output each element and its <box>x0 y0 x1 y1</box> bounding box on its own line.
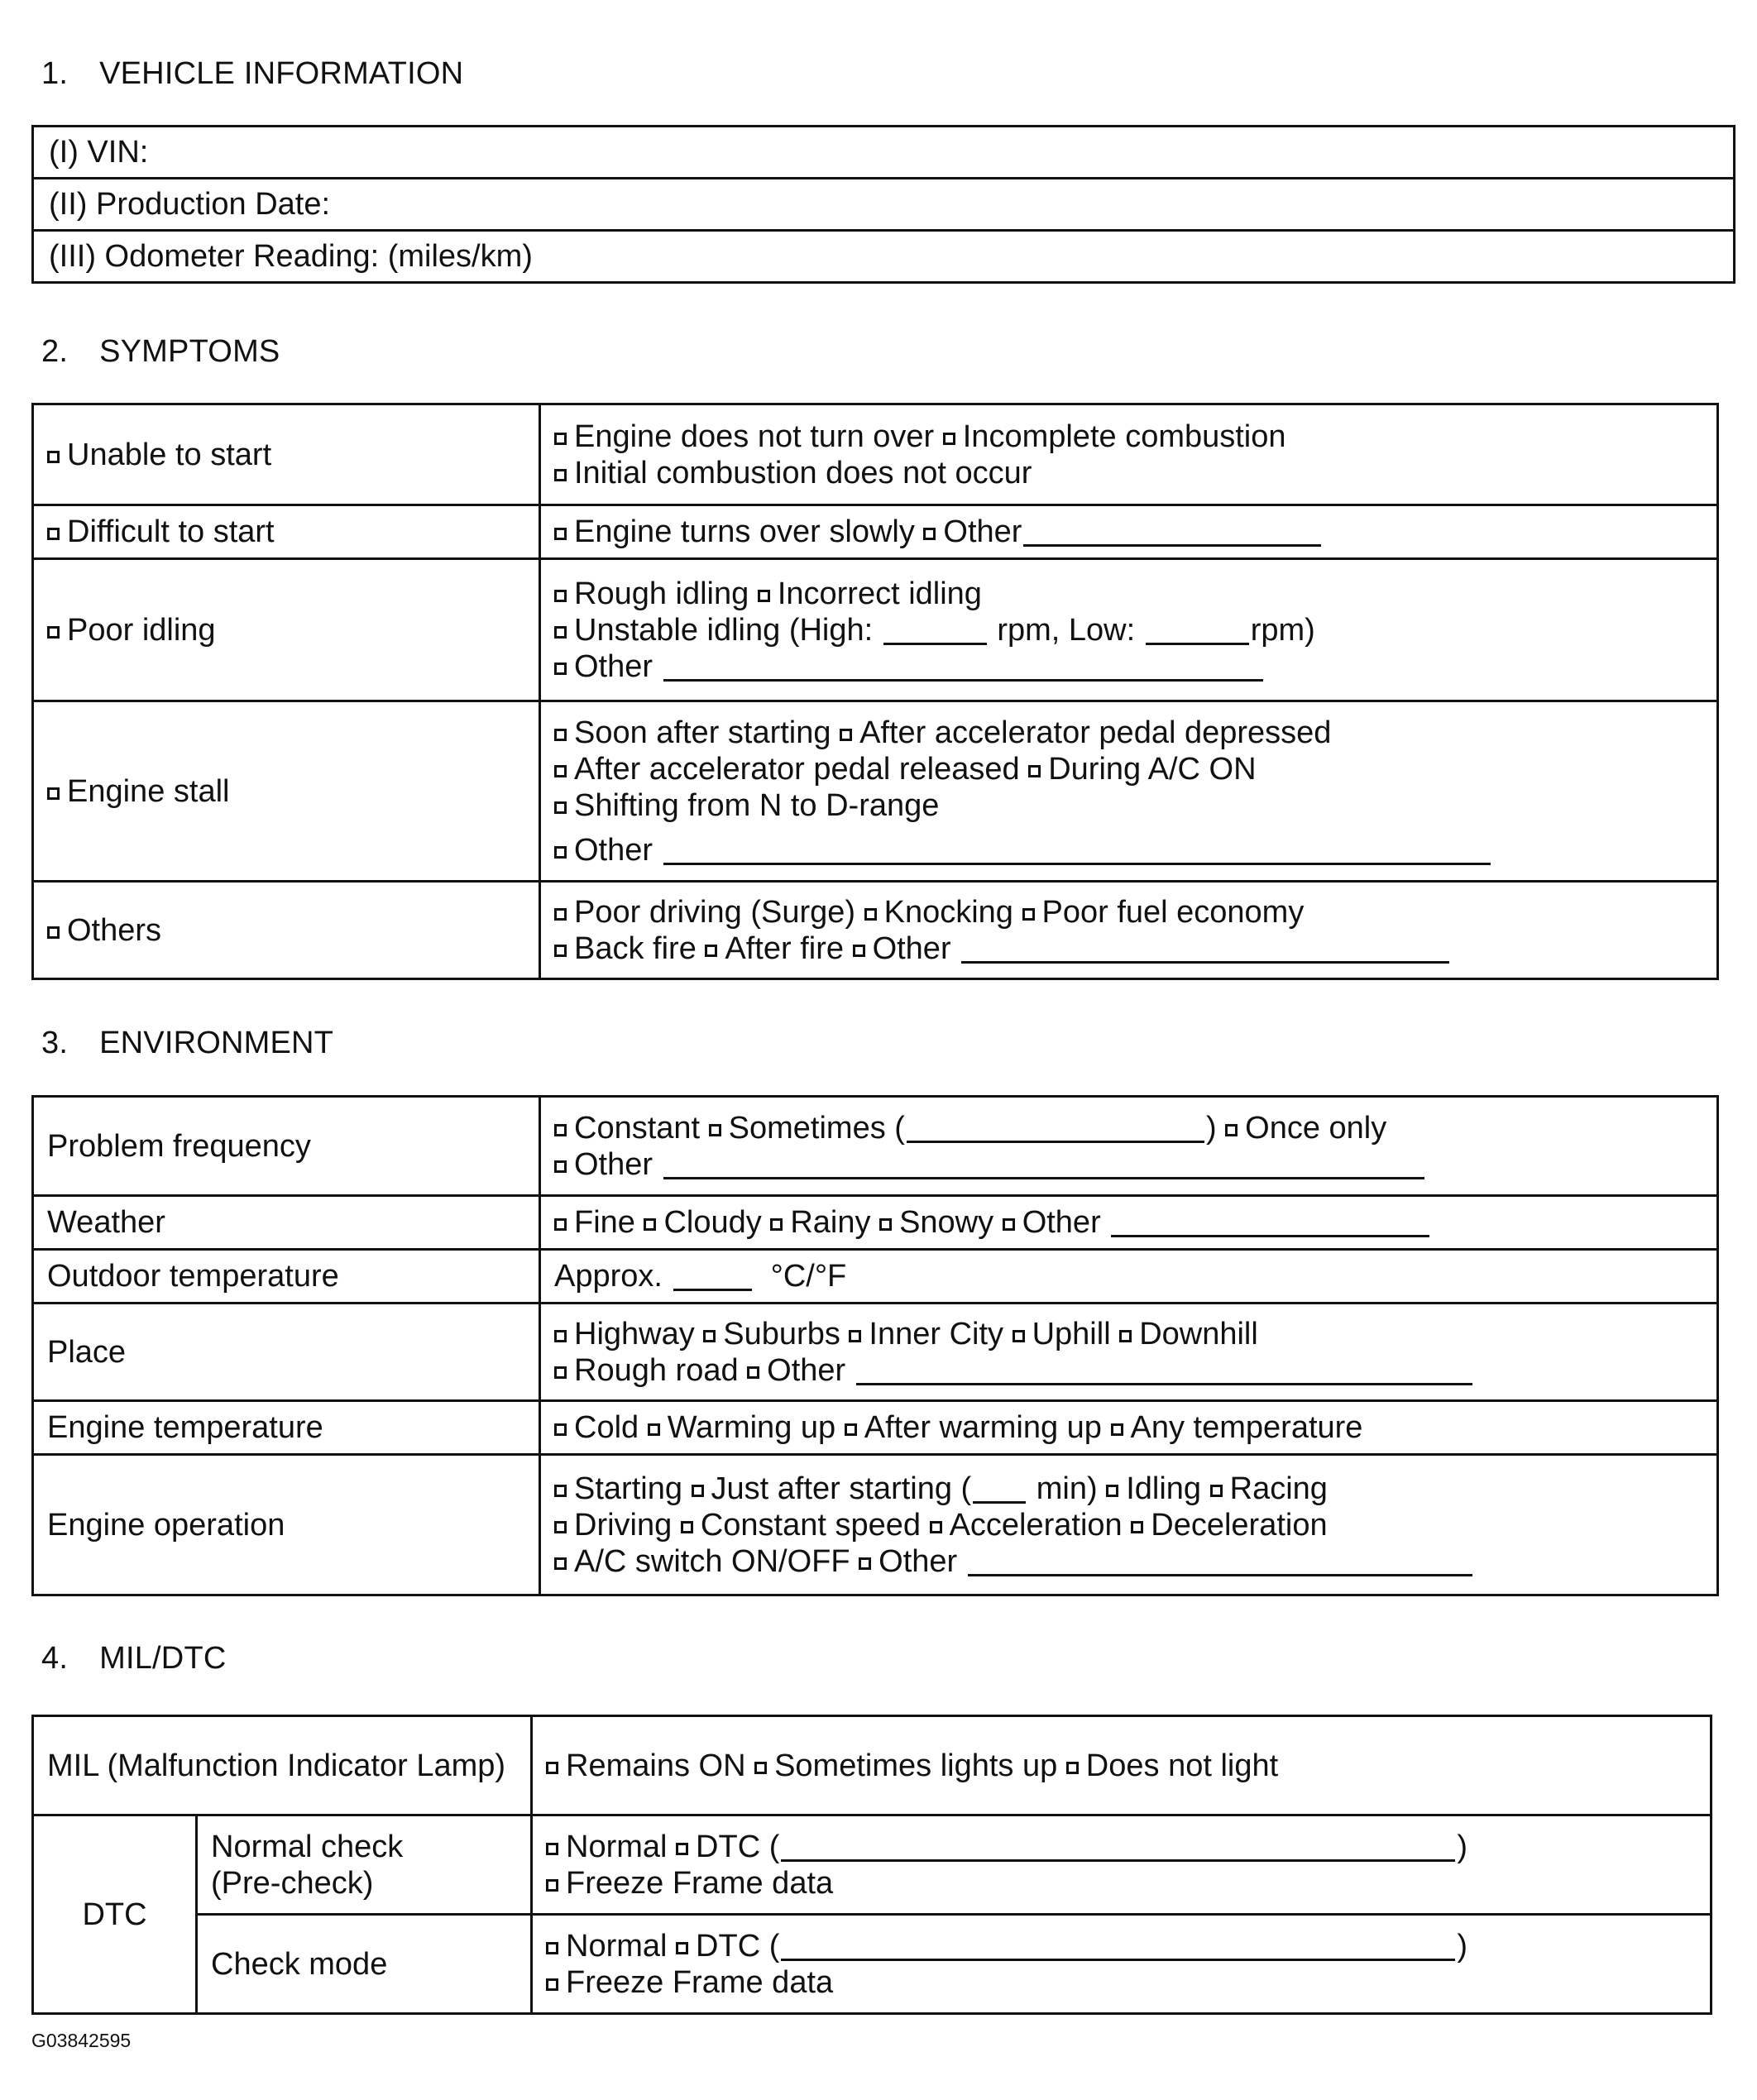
checkbox-icon[interactable] <box>747 1366 759 1379</box>
checkbox-icon[interactable] <box>644 1218 656 1231</box>
checkbox-icon[interactable] <box>546 1762 558 1774</box>
checkbox-icon[interactable] <box>554 765 567 777</box>
env-row-place: Place Highway Suburbs Inner City Uphill Downhill Rough road Other <box>33 1304 1718 1401</box>
checkbox-icon[interactable] <box>554 801 567 814</box>
checkbox-icon[interactable] <box>554 1485 567 1497</box>
odometer-reading-field[interactable]: (III) Odometer Reading: (miles/km) <box>33 231 1735 283</box>
symptom-row-engine-stall: Engine stall Soon after starting After accelerator pedal depressed After accelerator pedal released During A/C ON Shifting from N to D-range Other <box>33 701 1718 882</box>
fill-in-blank[interactable] <box>673 1260 752 1291</box>
vehicle-information-table <box>31 125 1735 284</box>
fill-in-blank[interactable] <box>1146 615 1249 645</box>
checkbox-icon[interactable] <box>554 1557 567 1570</box>
section-title-environment: 3. ENVIRONMENT <box>41 1026 334 1060</box>
checkbox-icon[interactable] <box>47 528 60 540</box>
fill-in-blank[interactable] <box>961 933 1449 964</box>
checkbox-icon[interactable] <box>930 1521 942 1533</box>
env-label: Engine operation <box>47 1507 285 1543</box>
checkbox-icon[interactable] <box>1028 765 1041 777</box>
checkbox-icon[interactable] <box>681 1521 693 1533</box>
checkbox-icon[interactable] <box>554 626 567 639</box>
symptom-row-difficult-to-start: Difficult to start Engine turns over slowly Other <box>33 505 1718 559</box>
figure-id: G03842595 <box>31 2030 132 2051</box>
checkbox-icon[interactable] <box>705 945 717 957</box>
checkbox-icon[interactable] <box>554 1521 567 1533</box>
production-date-field[interactable]: (II) Production Date: <box>33 179 1735 231</box>
fill-in-blank[interactable] <box>1111 1207 1429 1237</box>
checkbox-icon[interactable] <box>864 908 877 921</box>
checkbox-icon[interactable] <box>853 945 865 957</box>
checkbox-icon[interactable] <box>546 1942 558 1954</box>
env-label: Outdoor temperature <box>47 1259 339 1294</box>
checkbox-icon[interactable] <box>1111 1423 1123 1436</box>
symptom-row-others: Others Poor driving (Surge) Knocking Poor fuel economy Back fire After fire Other <box>33 882 1718 979</box>
symptom-label: Others <box>67 912 162 948</box>
checkbox-icon[interactable] <box>554 1160 567 1173</box>
mil-row: MIL (Malfunction Indicator Lamp) Remains ON Sometimes lights up Does not light <box>33 1716 1712 1815</box>
env-row-problem-frequency: Problem frequency Constant Sometimes ( ) Once only Other <box>33 1097 1718 1196</box>
checkbox-icon[interactable] <box>554 945 567 957</box>
checkbox-icon[interactable] <box>47 787 60 800</box>
checkbox-icon[interactable] <box>676 1942 688 1954</box>
symptom-label: Unable to start <box>67 437 272 472</box>
checkbox-icon[interactable] <box>546 1879 558 1892</box>
checkbox-icon[interactable] <box>1119 1330 1132 1342</box>
checkbox-icon[interactable] <box>1106 1485 1118 1497</box>
checkbox-icon[interactable] <box>554 528 567 540</box>
checkbox-icon[interactable] <box>1013 1330 1025 1342</box>
section-title-symptoms: 2. SYMPTOMS <box>41 334 280 369</box>
checkbox-icon[interactable] <box>923 528 936 540</box>
checkbox-icon[interactable] <box>703 1330 716 1342</box>
checkbox-icon[interactable] <box>554 908 567 921</box>
dtc-normal-check-row: DTC Normal check (Pre-check) Normal DTC ( ) Freeze Frame data <box>33 1815 1712 1915</box>
checkbox-icon[interactable] <box>849 1330 861 1342</box>
checkbox-icon[interactable] <box>554 469 567 481</box>
checkbox-icon[interactable] <box>546 1978 558 1991</box>
fill-in-blank[interactable] <box>907 1112 1204 1143</box>
fill-in-blank[interactable] <box>973 1473 1026 1504</box>
env-row-engine-operation: Engine operation Starting Just after starting ( min) Idling Racing Driving Constant speed Acceleration Deceleration A/C switch ON/OFF Other <box>33 1455 1718 1595</box>
checkbox-icon[interactable] <box>554 663 567 675</box>
fill-in-blank[interactable] <box>663 651 1263 682</box>
fill-in-blank[interactable] <box>883 615 987 645</box>
fill-in-blank[interactable] <box>856 1355 1472 1385</box>
checkbox-icon[interactable] <box>879 1218 892 1231</box>
mil-label: MIL (Malfunction Indicator Lamp) <box>47 1748 506 1783</box>
dtc-check-mode-row: Check mode Normal DTC ( ) Freeze Frame data <box>33 1915 1712 2014</box>
env-label: Place <box>47 1334 127 1370</box>
checkbox-icon[interactable] <box>554 846 567 859</box>
section-title-mil-dtc: 4. MIL/DTC <box>41 1641 227 1676</box>
env-label: Weather <box>47 1205 165 1240</box>
checkbox-icon[interactable] <box>554 433 567 445</box>
checkbox-icon[interactable] <box>554 729 567 741</box>
fill-in-blank[interactable] <box>1023 516 1321 547</box>
checkbox-icon[interactable] <box>554 1423 567 1436</box>
checkbox-icon[interactable] <box>676 1843 688 1855</box>
symptoms-table <box>31 403 1719 980</box>
pre-check-label: (Pre-check) <box>211 1865 374 1901</box>
vin-field[interactable]: (I) VIN: <box>33 127 1735 179</box>
fill-in-blank[interactable] <box>781 1930 1455 1961</box>
checkbox-icon[interactable] <box>554 590 567 602</box>
fill-in-blank[interactable] <box>781 1831 1455 1862</box>
checkbox-icon[interactable] <box>758 590 770 602</box>
fill-in-blank[interactable] <box>663 835 1491 865</box>
mil-dtc-table <box>31 1715 1712 2015</box>
normal-check-label: Normal check <box>211 1829 404 1864</box>
symptom-label: Engine stall <box>67 773 230 809</box>
env-row-weather: Weather Fine Cloudy Rainy Snowy Other <box>33 1196 1718 1250</box>
checkbox-icon[interactable] <box>554 1124 567 1136</box>
checkbox-icon[interactable] <box>692 1485 704 1497</box>
checkbox-icon[interactable] <box>709 1124 721 1136</box>
symptom-row-unable-to-start: Unable to start Engine does not turn over Incomplete combustion Initial combustion does not occur <box>33 404 1718 505</box>
checkbox-icon[interactable] <box>859 1557 871 1570</box>
checkbox-icon[interactable] <box>1225 1124 1238 1136</box>
checkbox-icon[interactable] <box>1022 908 1035 921</box>
checkbox-icon[interactable] <box>648 1423 660 1436</box>
env-row-engine-temperature: Engine temperature Cold Warming up After warming up Any temperature <box>33 1401 1718 1455</box>
check-mode-label: Check mode <box>211 1946 388 1982</box>
dtc-label: DTC <box>82 1897 147 1932</box>
fill-in-blank[interactable] <box>663 1149 1424 1179</box>
checkbox-icon[interactable] <box>554 1218 567 1231</box>
fill-in-blank[interactable] <box>968 1546 1472 1576</box>
env-label: Problem frequency <box>47 1128 311 1164</box>
checkbox-icon[interactable] <box>47 626 60 639</box>
checkbox-icon[interactable] <box>47 451 60 463</box>
checkbox-icon[interactable] <box>47 926 60 939</box>
checkbox-icon[interactable] <box>554 1366 567 1379</box>
checkbox-icon[interactable] <box>1210 1485 1223 1497</box>
checkbox-icon[interactable] <box>943 433 955 445</box>
symptom-label: Difficult to start <box>67 514 275 549</box>
symptom-row-poor-idling: Poor idling Rough idling Incorrect idling Unstable idling (High: rpm, Low: rpm) Other <box>33 559 1718 701</box>
checkbox-icon[interactable] <box>1003 1218 1015 1231</box>
checkbox-icon[interactable] <box>845 1423 857 1436</box>
symptom-label: Poor idling <box>67 612 216 648</box>
checkbox-icon[interactable] <box>554 1330 567 1342</box>
checkbox-icon[interactable] <box>840 729 852 741</box>
environment-table <box>31 1095 1719 1596</box>
checkbox-icon[interactable] <box>770 1218 783 1231</box>
checkbox-icon[interactable] <box>754 1762 767 1774</box>
section-title-vehicle-information: 1. VEHICLE INFORMATION <box>41 56 464 91</box>
checkbox-icon[interactable] <box>1131 1521 1143 1533</box>
env-row-outdoor-temperature: Outdoor temperature Approx. °C/°F <box>33 1250 1718 1304</box>
env-label: Engine temperature <box>47 1410 323 1445</box>
checkbox-icon[interactable] <box>1066 1762 1079 1774</box>
checkbox-icon[interactable] <box>546 1843 558 1855</box>
